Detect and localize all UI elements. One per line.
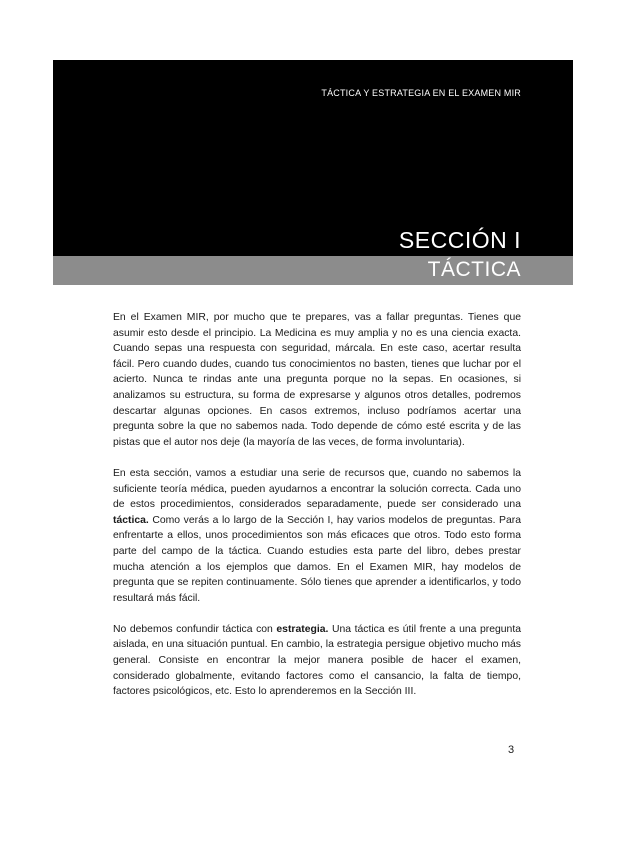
paragraph-text: Como verás a lo largo de la Sección I, hay varios modelos de preguntas. Para enfrentarte a ellos, unos procedimientos son más eficaces que otros. Todo esto forma parte del campo de la táctica. Cuando estudies esta parte del libro, debes prestar mucha atención a los ejemplos que damos. En el Examen MIR, hay modelos de pregunta que se repiten continuamente. Sólo tienes que aprender a identificarlos, y todo resultará más fácil. xyxy=(113,514,521,604)
paragraph xyxy=(113,466,521,606)
paragraph xyxy=(113,310,521,450)
paragraph-text: No debemos confundir táctica con xyxy=(113,623,277,635)
emphasis-tactica: táctica. xyxy=(113,514,149,526)
paragraph-text: En esta sección, vamos a estudiar una serie de recursos que, cuando no sabemos la suficiente teoría médica, pueden ayudarnos a encontrar la solución correcta. Cada uno de estos procedimientos, considerados separadamente, puede ser considerado una xyxy=(113,467,521,511)
emphasis-estrategia: estrategia. xyxy=(276,623,329,635)
section-subtitle-band xyxy=(53,256,573,285)
section-label: SECCIÓN I xyxy=(398,227,521,253)
page-number: 3 xyxy=(508,744,515,756)
body-text xyxy=(113,310,521,715)
section-header-block xyxy=(53,60,573,256)
paragraph-text: En el Examen MIR, por mucho que te prepares, vas a fallar preguntas. Tienes que asumir esto desde el principio. La Medicina es muy amplia y no es una ciencia exacta. Cuando sepas una respuesta con seguridad, márcala. En este caso, acertar resulta fácil. Pero cuando dudes, cuando tus conocimientos no basten, tienes que luchar por el acierto. Nunca te rindas ante una pregunta porque no la sepas. En ocasiones, si analizamos su estructura, su forma de expresarse y algunos otros detalles, podremos descartar algunas opciones. En casos extremos, incluso podríamos acertar una pregunta sobre la que no sabemos nada. Todo depende de cómo esté escrita y de las pistas que el autor nos deje (la mayoría de las veces, de forma involuntaria). xyxy=(113,312,521,448)
running-title: TÁCTICA Y ESTRATEGIA EN EL EXAMEN MIR xyxy=(321,88,521,98)
section-subtitle: TÁCTICA xyxy=(427,258,521,281)
paragraph xyxy=(113,622,521,700)
paragraph-text: Una táctica es útil frente a una pregunta aislada, en una situación puntual. En cambio, la estrategia persigue objetivo mucho más general. Consiste en encontrar la mejor manera posible de hacer el examen, considerado globalmente, evitando factores como el cansancio, la falta de tiempo, factores psicológicos, etc. Esto lo aprenderemos en la Sección III. xyxy=(113,623,521,698)
